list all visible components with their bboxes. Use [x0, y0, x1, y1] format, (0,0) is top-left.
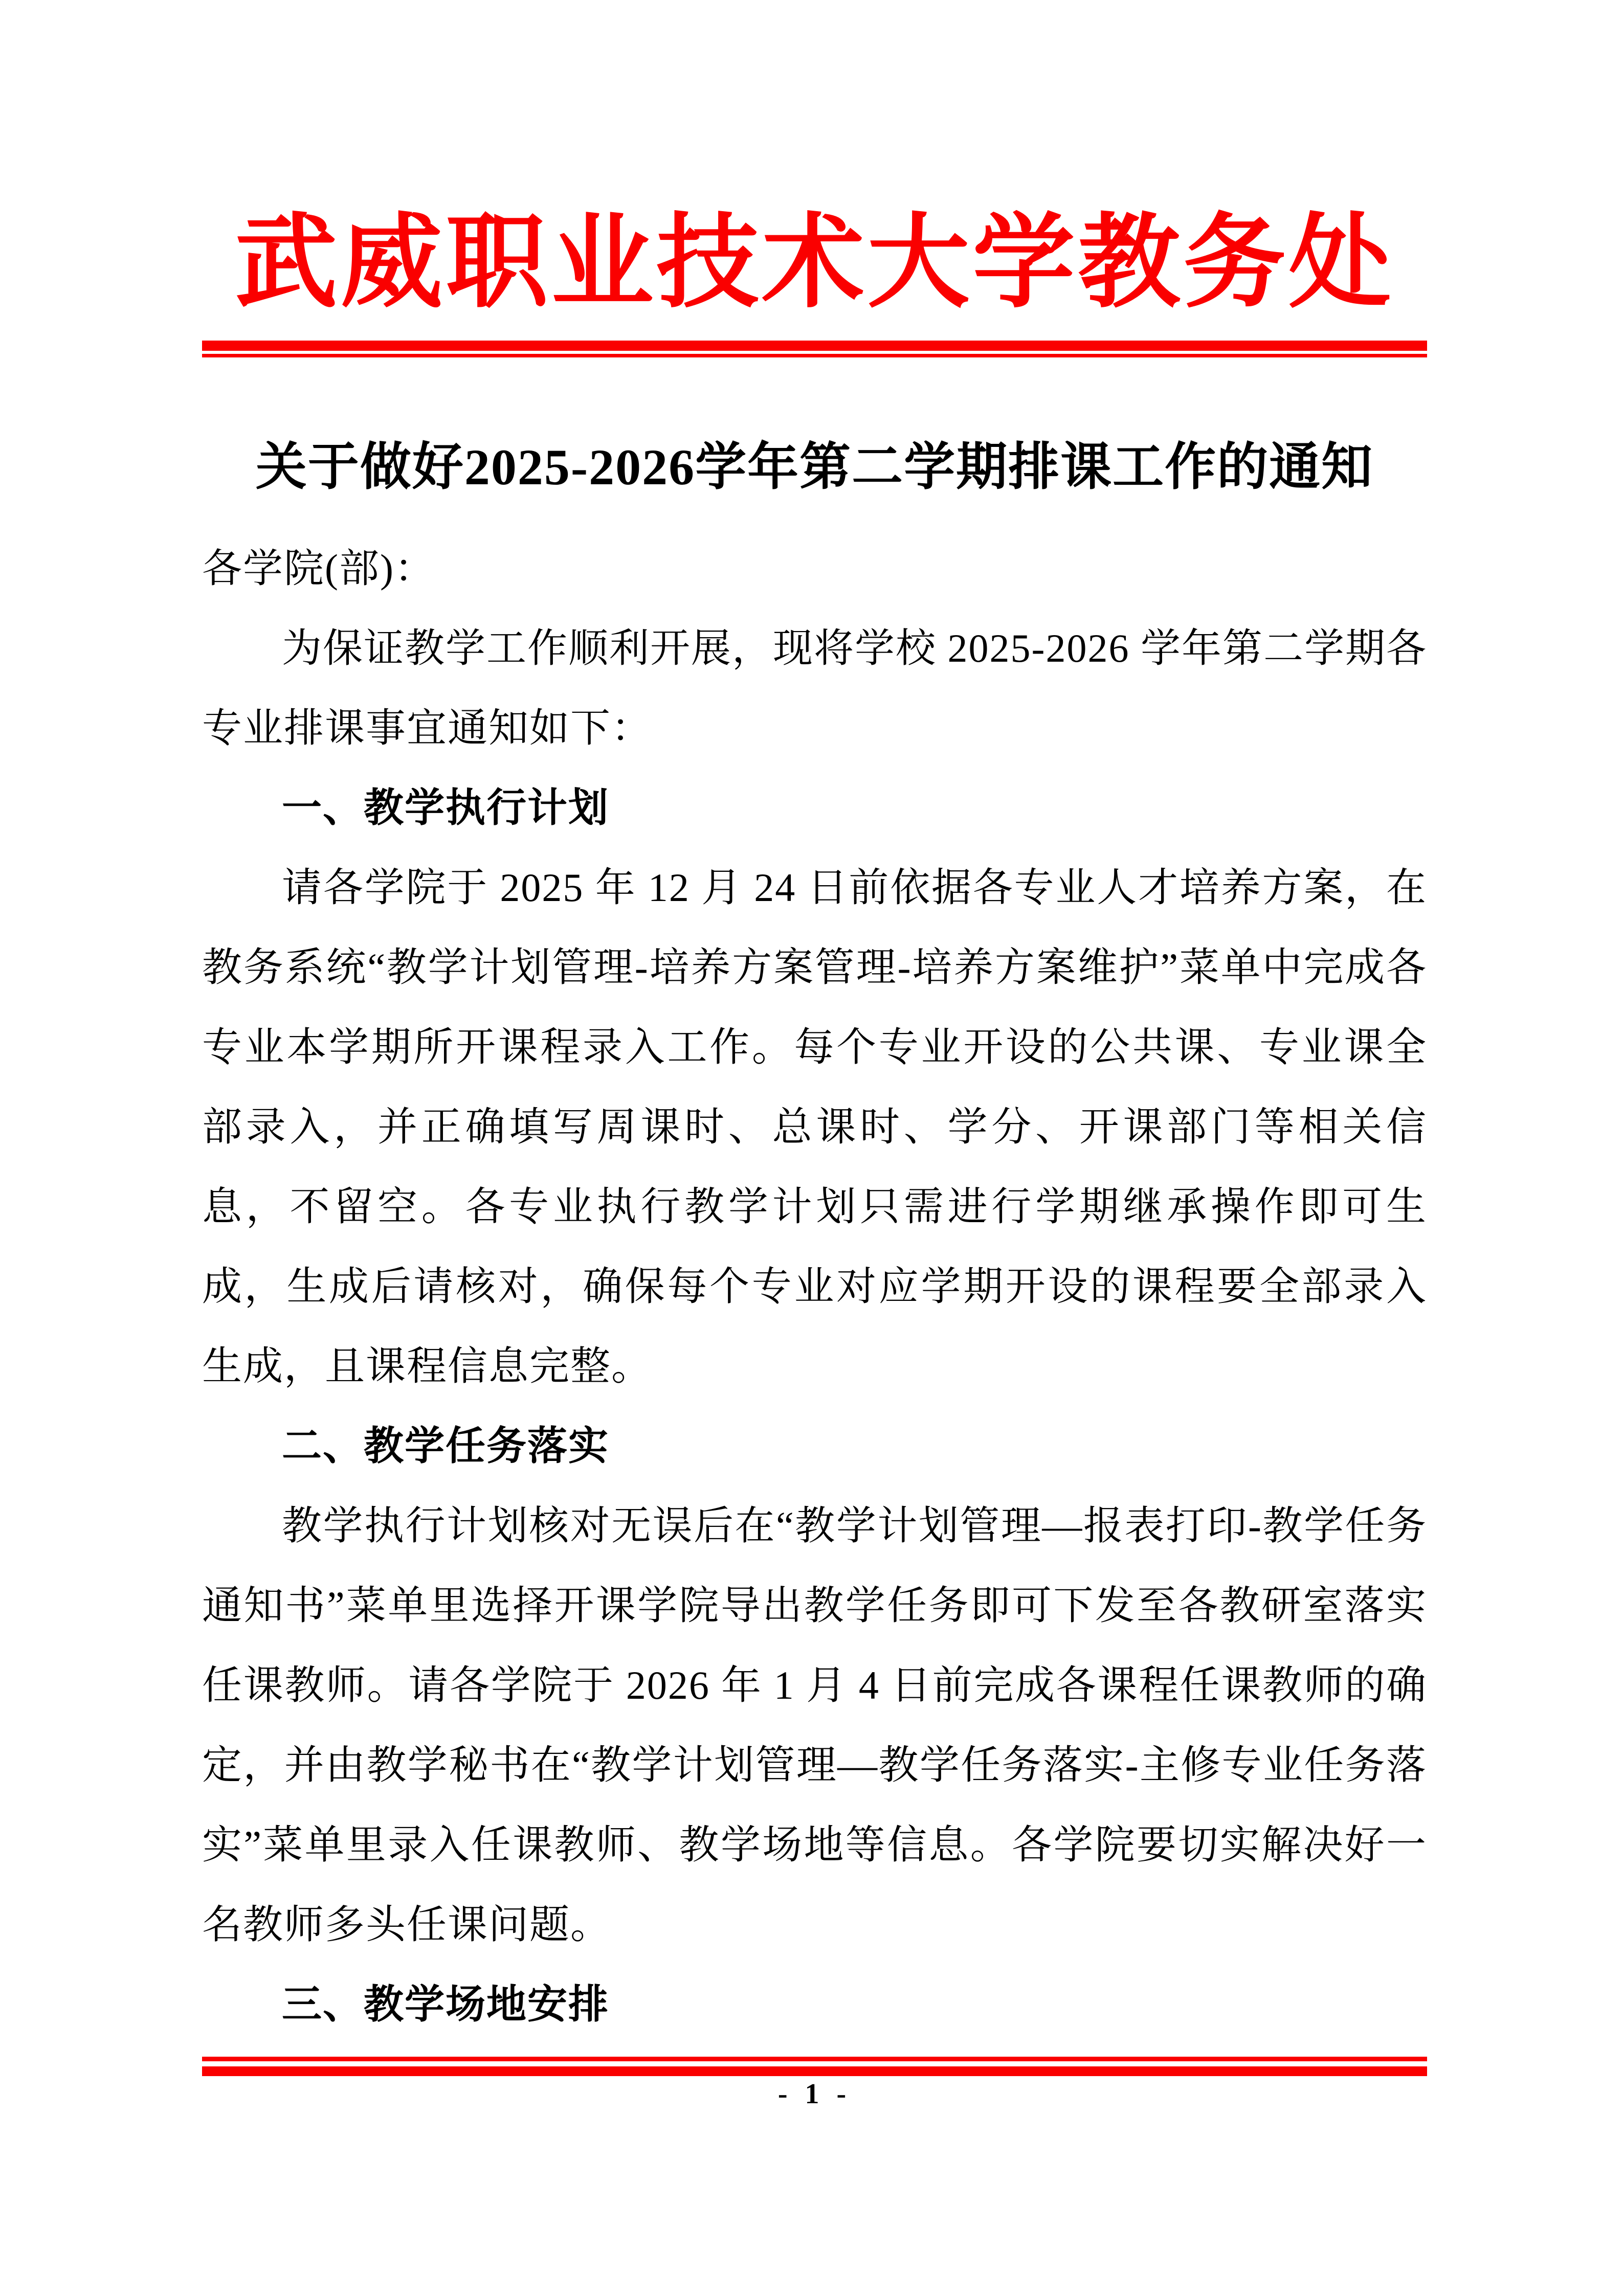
- section-1-heading: 一、教学执行计划: [282, 785, 610, 830]
- page-number: - 1 -: [777, 2078, 852, 2110]
- page-footer: [202, 2057, 1427, 2112]
- document-body: [0, 434, 1624, 2044]
- section-2-heading: 二、教学任务落实: [282, 1424, 610, 1468]
- letterhead: [0, 0, 1624, 357]
- intro-paragraph: 为保证教学工作顺利开展，现将学校 2025-2026 学年第二学期各专业排课事宜通知如下：: [202, 626, 1427, 750]
- letterhead-rule-thick: [202, 341, 1427, 351]
- section-3-heading: 三、教学场地安排: [282, 1982, 610, 2027]
- letterhead-org-title: 武威职业技术大学教务处: [235, 207, 1394, 320]
- section-2-paragraph: 教学执行计划核对无误后在“教学计划管理—报表打印-教学任务通知书”菜单里选择开课学院导出教学任务即可下发至各教研室落实任课教师。请各学院于 2026 年 1 月 4 日前完成各课程任课教师的确定，并由教学秘书在“教学计划管理—教学任务落实-主修专业任务落实”菜单里录入任课教师、教学场地等信息。各学院要切实解决好一名教师多头任课问题。: [202, 1503, 1427, 1947]
- footer-rule-thin: [202, 2057, 1427, 2061]
- letterhead-rule-thin: [202, 354, 1427, 357]
- salutation: 各学院(部)：: [202, 546, 435, 591]
- notice-text: [202, 529, 1427, 2044]
- footer-rule-thick: [202, 2066, 1427, 2076]
- notice-title: 关于做好2025-2026学年第二学期排课工作的通知: [255, 439, 1374, 496]
- section-1-paragraph: 请各学院于 2025 年 12 月 24 日前依据各专业人才培养方案，在教务系统“教学计划管理-培养方案管理-培养方案维护”菜单中完成各专业本学期所开课程录入工作。每个专业开设的公共课、专业课全部录入，并正确填写周课时、总课时、学分、开课部门等相关信息，不留空。各专业执行教学计划只需进行学期继承操作即可生成，生成后请核对，确保每个专业对应学期开设的课程要全部录入生成，且课程信息完整。: [202, 865, 1427, 1388]
